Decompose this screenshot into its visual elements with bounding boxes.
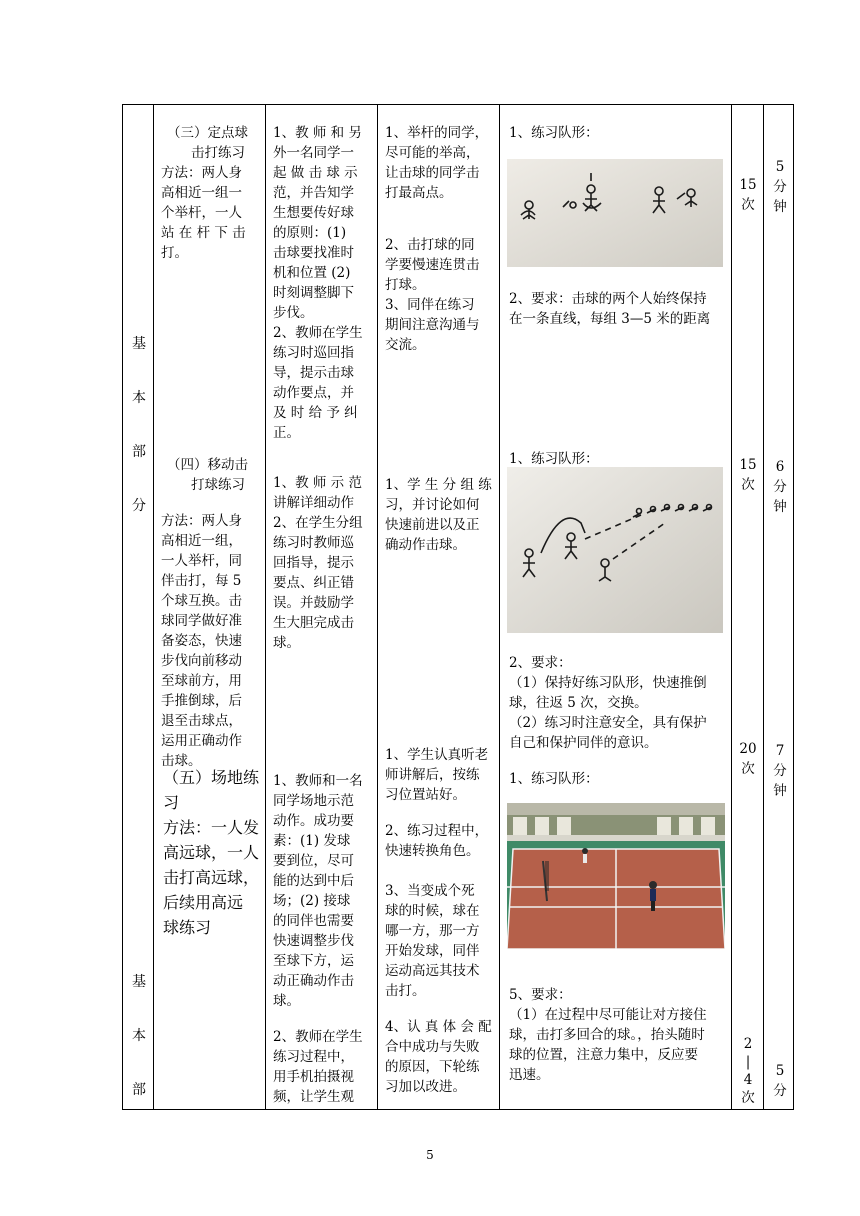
student-activity: 2、练习过程中， 快速转换角色。 bbox=[385, 823, 489, 859]
exercise-title: （五）场地练 习 bbox=[163, 768, 260, 812]
formation-requirement: 2、要求：击球的两个人始终保持 在一条直线，每组 3—5 米的距离 bbox=[509, 291, 711, 327]
page-number: 5 bbox=[426, 1148, 434, 1162]
duration: 7 分 钟 bbox=[773, 743, 787, 799]
column-divider bbox=[499, 105, 500, 1109]
column-divider bbox=[731, 105, 732, 1109]
exercise-title: （四）移动击 bbox=[167, 457, 248, 473]
student-activity: 1、学生认真听老 师讲解后，按练 习位置站好。 bbox=[385, 747, 489, 803]
teacher-activity-cont: 2、教师在学生 练习过程中， 用手机拍摄视 频，让学生观 bbox=[273, 1029, 363, 1105]
student-activity: 1、举杆的同学， 尽可能的举高， 让击球的同学击 打最高点。 bbox=[385, 125, 489, 201]
repetition-count: 15 次 bbox=[739, 177, 757, 213]
exercise-title-cont: 打球练习 bbox=[191, 477, 245, 493]
formation-requirement: 2、要求： （1）保持好练习队形，快速推倒 球，往返 5 次，交换。 （2）练习时注意安全，具有保护 自己和保护同伴的意识。 bbox=[509, 655, 707, 751]
duration: 5 分 bbox=[773, 1063, 787, 1099]
teacher-activity: 1、教 师 和 另 外一名同学一 起 做 击 球 示 范，并告知学 生想要传好球 的原则：(1) 击球要找准时 机和位置 (2) 时刻调整脚下 步伐。 2、教师在学生 练习时巡回指 导，提示击球 动作要点，并 及 时 给 予 纠 正。 bbox=[273, 125, 363, 441]
student-activity-cont: 2、击打球的同 学要慢速连贯击 打球。 3、同伴在练习 期间注意沟通与 交流。 bbox=[385, 237, 480, 353]
section-label-char: 基 bbox=[132, 974, 146, 990]
formation-requirement: 5、要求： （1）在过程中尽可能让对方接住 球，击打多回合的球。，抬头随时 球的位置，注意力集中，反应要 迅速。 bbox=[509, 987, 707, 1083]
repetition-count: 2 | 4 次 bbox=[741, 1036, 755, 1106]
column-divider bbox=[763, 105, 764, 1109]
formation-title: 1、练习队形： bbox=[509, 125, 599, 141]
section-label-char: 部 bbox=[132, 444, 146, 460]
student-activity: 4、认 真 体 会 配 合中成功与失败 的原因，下轮练 习加以改进。 bbox=[385, 1019, 492, 1095]
duration: 5 分 钟 bbox=[773, 159, 787, 215]
section-label-char: 分 bbox=[132, 498, 146, 514]
exercise-title: （三）定点球 bbox=[167, 125, 248, 141]
formation-title: 1、练习队形： bbox=[509, 451, 599, 467]
section-label-char: 本 bbox=[132, 1028, 146, 1044]
teacher-activity: 1、教师和一名 同学场地示范 动作。成功要 素：(1) 发球 要到位，尽可 能的达到中后 场；(2) 接球 的同伴也需要 快速调整步伐 至球下方，运 动正确动作击 球。 bbox=[273, 773, 363, 1009]
student-activity: 1、学 生 分 组 练 习，并讨论如何 快速前进以及正 确动作击球。 bbox=[385, 477, 492, 553]
column-divider bbox=[153, 105, 154, 1109]
formation-sketch-image bbox=[507, 467, 723, 633]
badminton-court-photo bbox=[507, 803, 725, 949]
formation-title: 1、练习队形： bbox=[509, 771, 599, 787]
formation-sketch-image bbox=[507, 159, 723, 267]
teacher-activity: 1、教 师 示 范 讲解详细动作 2、在学生分组 练习时教师巡 回指导，提示 要点、纠正错 误。并鼓励学 生大胆完成击 球。 bbox=[273, 475, 363, 651]
section-label-char: 本 bbox=[132, 390, 146, 406]
exercise-method: 方法：一人发 高远球，一人 击打高远球， 后续用高远 球练习 bbox=[163, 818, 260, 937]
repetition-count: 20 次 bbox=[739, 741, 757, 777]
section-label-char: 部 bbox=[132, 1082, 146, 1098]
repetition-count: 15 次 bbox=[739, 457, 757, 493]
exercise-method: 方法：两人身 高相近一组， 一人举杆，同 伴击打，每 5 个球互换。击 球同学做好准 备姿态，快速 步伐向前移动 至球前方，用 手推倒球，后 退至击球点， 运用正确动作 击球。 bbox=[161, 513, 242, 769]
section-label-char: 基 bbox=[132, 336, 146, 352]
column-divider bbox=[265, 105, 266, 1109]
lesson-plan-table bbox=[122, 104, 794, 1110]
exercise-title-cont: 击打练习 bbox=[191, 145, 245, 161]
duration: 6 分 钟 bbox=[773, 459, 787, 515]
exercise-method: 方法：两人身 高相近一组一 个举杆，一人 站 在 杆 下 击 打。 bbox=[161, 165, 246, 261]
student-activity: 3、当变成个死 球的时候，球在 哪一方，那一方 开始发球，同伴 运动高远其技术 击打。 bbox=[385, 883, 480, 999]
column-divider bbox=[377, 105, 378, 1109]
